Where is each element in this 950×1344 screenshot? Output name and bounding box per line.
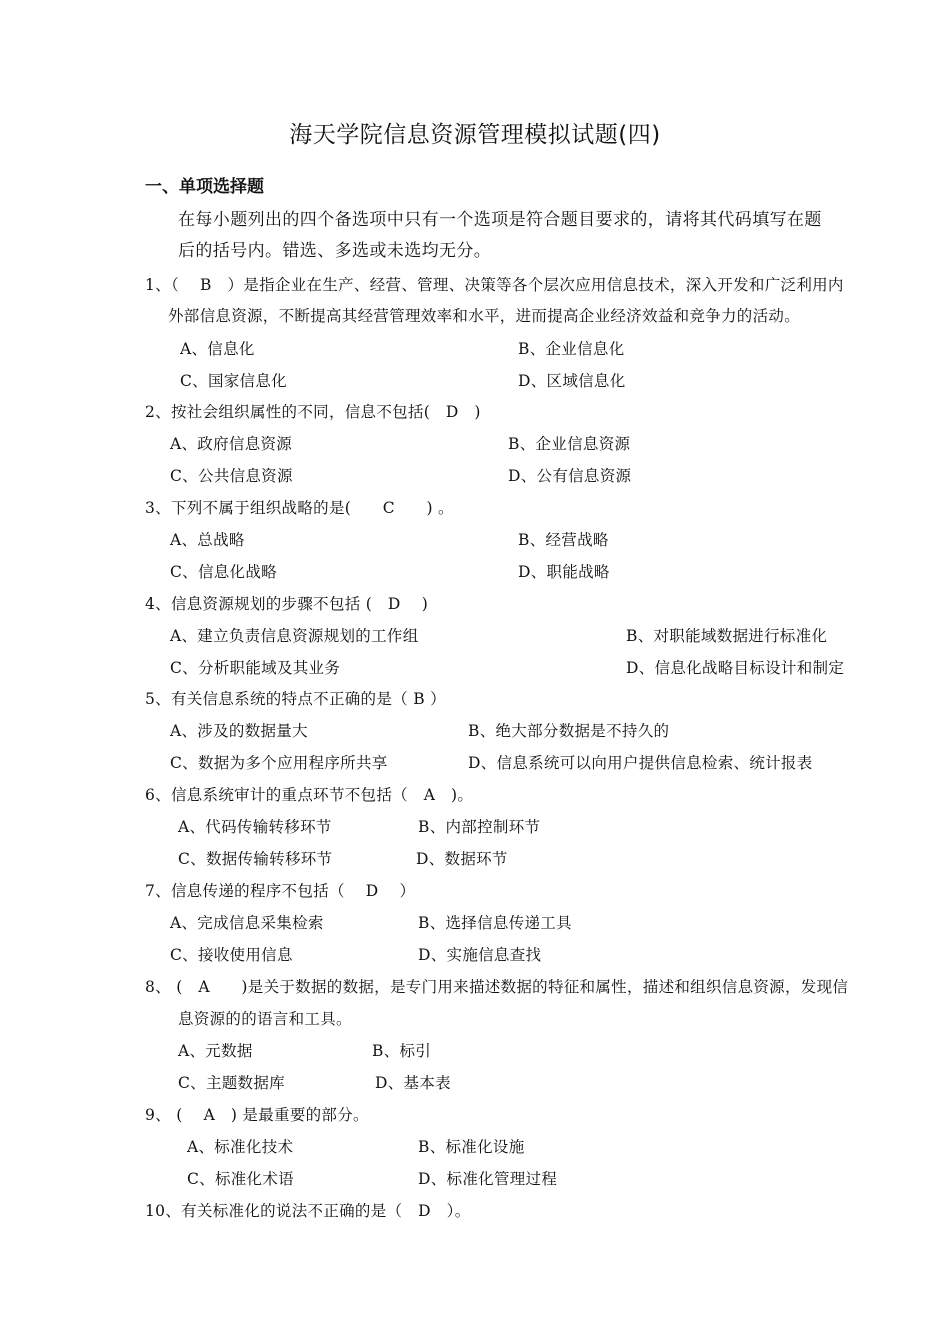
- question-8-option-d: D、基本表: [375, 1074, 451, 1092]
- question-4-stem: 4、信息资源规划的步骤不包括 ( D ): [145, 595, 429, 613]
- question-1-option-b: B、企业信息化: [518, 340, 625, 358]
- question-9-option-c: C、标准化术语: [187, 1170, 294, 1188]
- question-9-option-b: B、标准化设施: [418, 1138, 525, 1156]
- question-3-stem: 3、下列不属于组织战略的是( C ) 。: [145, 499, 454, 517]
- question-5-stem: 5、有关信息系统的特点不正确的是（ B ）: [145, 690, 446, 708]
- question-3-option-a: A、总战略: [170, 531, 245, 549]
- question-7-option-d: D、实施信息查找: [418, 946, 542, 964]
- question-5-option-a: A、涉及的数据量大: [170, 722, 308, 740]
- question-3-option-d: D、职能战略: [518, 563, 610, 581]
- question-9-stem: 9、 ( A ) 是最重要的部分。: [145, 1106, 369, 1124]
- question-6-option-c: C、数据传输转移环节: [178, 850, 333, 868]
- question-7-option-a: A、完成信息采集检索: [170, 914, 324, 932]
- question-4-option-d: D、信息化战略目标设计和制定: [626, 659, 845, 677]
- question-9-option-d: D、标准化管理过程: [418, 1170, 558, 1188]
- question-4-option-a: A、建立负责信息资源规划的工作组: [170, 627, 419, 645]
- question-6-option-a: A、代码传输转移环节: [178, 818, 332, 836]
- question-7-option-b: B、选择信息传递工具: [418, 914, 572, 932]
- question-5-option-d: D、信息系统可以向用户提供信息检索、统计报表: [468, 754, 813, 772]
- question-3-option-b: B、经营战略: [518, 531, 609, 549]
- question-1-stem-line-2: 外部信息资源，不断提高其经营管理效率和水平，进而提高企业经济效益和竞争力的活动。: [168, 307, 801, 325]
- question-8-stem-line-1: 8、 ( A )是关于数据的数据，是专门用来描述数据的特征和属性，描述和组织信息资源，发现信: [145, 978, 849, 996]
- question-1-option-a: A、信息化: [180, 340, 255, 358]
- question-8-option-a: A、元数据: [178, 1042, 253, 1060]
- instructions-line-1: 在每小题列出的四个备选项中只有一个选项是符合题目要求的，请将其代码填写在题: [178, 210, 822, 230]
- question-5-option-c: C、数据为多个应用程序所共享: [170, 754, 388, 772]
- question-1-option-c: C、国家信息化: [180, 372, 287, 390]
- question-2-option-b: B、企业信息资源: [508, 435, 631, 453]
- question-8-option-b: B、标引: [372, 1042, 432, 1060]
- question-7-option-c: C、接收使用信息: [170, 946, 293, 964]
- question-4-option-c: C、分析职能域及其业务: [170, 659, 341, 677]
- question-6-stem: 6、信息系统审计的重点环节不包括（ A )。: [145, 786, 474, 804]
- question-2-stem: 2、按社会组织属性的不同，信息不包括( D ): [145, 403, 481, 421]
- question-7-stem: 7、信息传递的程序不包括（ D ）: [145, 882, 416, 900]
- question-1-stem-line-1: 1、（ B ）是指企业在生产、经营、管理、决策等各个层次应用信息技术，深入开发和广泛利用内: [145, 276, 844, 294]
- question-3-option-c: C、信息化战略: [170, 563, 277, 581]
- question-4-option-b: B、对职能域数据进行标准化: [626, 627, 828, 645]
- question-9-option-a: A、标准化技术: [187, 1138, 294, 1156]
- question-10-stem: 10、有关标准化的说法不正确的是（ D ）。: [145, 1202, 471, 1220]
- question-8-option-c: C、主题数据库: [178, 1074, 285, 1092]
- question-6-option-d: D、数据环节: [416, 850, 508, 868]
- question-6-option-b: B、内部控制环节: [418, 818, 541, 836]
- question-1-option-d: D、区域信息化: [518, 372, 626, 390]
- page-title: 海天学院信息资源管理模拟试题(四): [289, 122, 661, 148]
- question-2-option-a: A、政府信息资源: [170, 435, 293, 453]
- question-2-option-c: C、公共信息资源: [170, 467, 293, 485]
- question-2-option-d: D、公有信息资源: [508, 467, 632, 485]
- question-5-option-b: B、绝大部分数据是不持久的: [468, 722, 670, 740]
- question-8-stem-line-2: 息资源的的语言和工具。: [178, 1010, 352, 1028]
- section-heading: 一、单项选择题: [145, 177, 264, 197]
- instructions-line-2: 后的括号内。错选、多选或未选均无分。: [178, 241, 492, 261]
